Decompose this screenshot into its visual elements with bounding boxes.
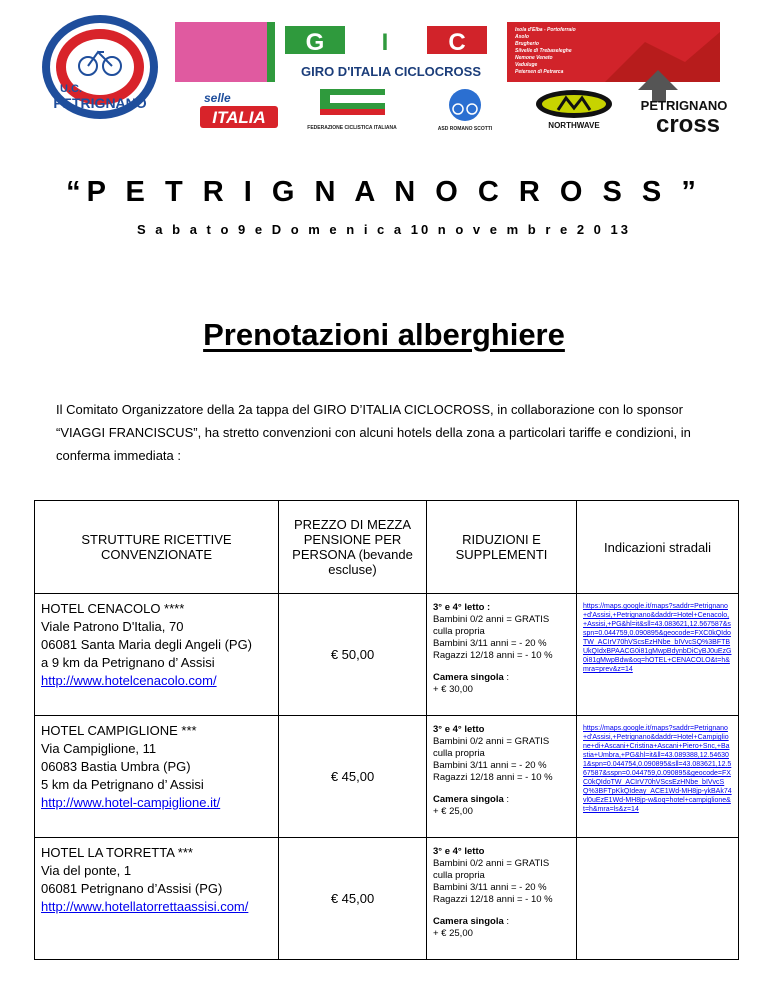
event-subtitle: S a b a t o 9 e D o m e n i c a 10 n o v e m b r e 2 0 13 <box>137 222 631 237</box>
bed-rule-3: Ragazzi 12/18 anni = - 10 % <box>433 894 553 905</box>
bed-rule-1: Bambini 0/2 anni = GRATIS culla propria <box>433 858 550 881</box>
single-value: + € 30,00 <box>433 684 473 695</box>
asd-logo <box>430 85 500 133</box>
single-title: Camera singola <box>433 916 504 927</box>
reductions-cell: 3° e 4° letto Bambini 0/2 anni = GRATIS culla propria Bambini 3/11 anni = - 20 % Ragazzi 12/18 anni = - 10 % Camera singola : + € 25,00 <box>427 838 577 960</box>
hotel-website-link[interactable]: http://www.hotellatorrettaassisi.com/ <box>41 899 249 914</box>
giro-i: I <box>381 29 389 56</box>
sponsor-text-4: Nemone Veneto <box>515 55 553 61</box>
hotel-street: Viale Patrono D'Italia, 70 <box>41 619 184 634</box>
bed-title: 3° e 4° letto : <box>433 602 491 613</box>
giro-g: G <box>305 29 325 56</box>
header-reductions: RIDUZIONI E SUPPLEMENTI <box>427 501 577 594</box>
event-title: “P E T R I G N A N O C R O S S ” <box>66 176 702 208</box>
hotel-website-link[interactable]: http://www.hotelcenacolo.com/ <box>41 673 217 688</box>
bed-rule-3: Ragazzi 12/18 anni = - 10 % <box>433 772 553 783</box>
map-link[interactable]: https://maps.google.it/maps?saddr=Petrignano+d'Assisi,+Petrignano&daddr=Hotel+Cenacolo,+Assisi,+PG&hl=it&sll=43.083621,12.567587&sspn=0.044759,0.090895&geocode=FXC0kQIdoTW_ACIrV70hVScsEzHNbe_bIVvcSQ%3BFTBUkQIdxBPAACG0i81gMwpBdynbDiCyBJ0uEzG0i81gMwpBdw&oq=hOTEL+CENACOLO&t=h&mra=prev&z=14 <box>577 594 739 716</box>
bed-title: 3° e 4° letto <box>433 846 485 857</box>
single-title: Camera singola <box>433 672 504 683</box>
page-heading-text: Prenotazioni alberghiere <box>203 317 565 352</box>
uc-petrignano-logo <box>30 12 170 134</box>
hotel-cell <box>35 594 279 716</box>
hotel-distance: a 9 km da Petrignano d’ Assisi <box>41 655 215 670</box>
bed-rule-1: Bambini 0/2 anni = GRATIS culla propria <box>433 736 550 759</box>
petrignano-cross-logo <box>628 60 738 136</box>
hotel-cell <box>35 716 279 838</box>
sponsor-text-2: Brugherio <box>515 41 539 47</box>
pc-top: PETRIGNANO <box>640 98 728 113</box>
asd-text: ASD ROMANO SCOTTI <box>437 126 493 132</box>
pc-bottom: cross <box>655 111 721 136</box>
giro-c: C <box>448 29 466 56</box>
bed-rule-2: Bambini 3/11 anni = - 20 % <box>433 760 547 771</box>
selle-bottom: ITALIA <box>212 108 266 127</box>
selle-italia-logo <box>200 88 280 130</box>
price-cell: € 45,00 <box>279 838 427 960</box>
hotel-street: Via Campiglione, 11 <box>41 741 157 756</box>
sponsor-text-1: Asolo <box>515 34 529 40</box>
fci-logo <box>305 85 400 135</box>
hotel-city: 06081 Santa Maria degli Angeli (PG) <box>41 637 253 652</box>
header-price: PREZZO DI MEZZA PENSIONE PER PERSONA (bevande escluse) <box>279 501 427 594</box>
hotel-name: HOTEL CENACOLO **** <box>41 601 185 616</box>
sponsor-text-5: Vaduluge <box>515 62 538 68</box>
hotel-city: 06081 Petrignano d’Assisi (PG) <box>41 881 223 896</box>
hotel-name: HOTEL CAMPIGLIONE *** <box>41 723 197 738</box>
hotel-name: HOTEL LA TORRETTA *** <box>41 845 193 860</box>
table-row <box>35 594 739 716</box>
reductions-cell: 3° e 4° letto Bambini 0/2 anni = GRATIS culla propria Bambini 3/11 anni = - 20 % Ragazzi 12/18 anni = - 10 % Camera singola : + € 25,00 <box>427 716 577 838</box>
fci-text: FEDERAZIONE CICLISTICA ITALIANA <box>307 125 397 131</box>
price-cell: € 50,00 <box>279 594 427 716</box>
single-value: + € 25,00 <box>433 806 473 817</box>
giro-name: GIRO D'ITALIA CICLOCROSS <box>300 64 482 79</box>
header-structures: STRUTTURE RICETTIVE CONVENZIONATE <box>35 501 279 594</box>
table-row <box>35 716 739 838</box>
sponsor-text-6: Petersen di Petrarca <box>515 69 564 75</box>
uc-line1: U.C. <box>60 83 82 95</box>
sponsor-text-3: Silvelle di Trebaseleghe <box>515 48 572 54</box>
hotel-city: 06083 Bastia Umbra (PG) <box>41 759 191 774</box>
page-heading <box>0 317 768 353</box>
sponsor-logos <box>0 0 768 140</box>
sponsor-text-0: Isola d'Elba - Portoferraio <box>515 27 576 33</box>
table-row <box>35 838 739 960</box>
hotel-street: Via del ponte, 1 <box>41 863 132 878</box>
price-cell: € 45,00 <box>279 716 427 838</box>
table-header-row <box>35 501 739 594</box>
bed-title: 3° e 4° letto <box>433 724 485 735</box>
bed-rule-2: Bambini 3/11 anni = - 20 % <box>433 638 547 649</box>
single-title: Camera singola <box>433 794 504 805</box>
hotel-website-link[interactable]: http://www.hotel-campiglione.it/ <box>41 795 221 810</box>
hotels-table <box>34 500 739 960</box>
selle-top: selle <box>204 91 231 105</box>
bed-rule-3: Ragazzi 12/18 anni = - 10 % <box>433 650 553 661</box>
northwave-text: NORTHWAVE <box>548 121 600 130</box>
map-link-empty <box>577 838 739 960</box>
header-directions: Indicazioni stradali <box>577 501 739 594</box>
map-link[interactable]: https://maps.google.it/maps?saddr=Petrignano+d'Assisi,+Petrignano&daddr=Hotel+Campiglione+di+Ascani+Cristina+Ascani+Piero+Snc,+Bastia+Umbra,+PG&hl=it&ll=43.089388,12.546301&spn=0.044754,0.090895&sll=43.083621,12.567587&sspn=0.044759,0.090895&geocode=FXC0kQIdoTW_ACIrV70hVScsEzHNbe_bIVvcSQ%3BFTpKkQIdeay_ACE1Wd-MH8jp-ykBAk74vl0uEzE1Wd-MH8jp-w&oq=hotel+campiglione&t=h&mra=ls&z=14 <box>577 716 739 838</box>
northwave-logo <box>530 86 618 132</box>
single-value: + € 25,00 <box>433 928 473 939</box>
intro-paragraph: Il Comitato Organizzatore della 2a tappa del GIRO D’ITALIA CICLOCROSS, in collaborazione con lo sponsor “VIAGGI FRANCISCUS”, ha stretto convenzioni con alcuni hotels della zona a particolari tariffe e condizioni, in conferma immediata : <box>56 402 691 463</box>
uc-line2: PETRIGNANO <box>53 95 147 111</box>
hotel-distance: 5 km da Petrignano d’ Assisi <box>41 777 204 792</box>
uc-year: 1905 <box>88 118 112 129</box>
bed-rule-1: Bambini 0/2 anni = GRATIS culla propria <box>433 614 550 637</box>
bed-rule-2: Bambini 3/11 anni = - 20 % <box>433 882 547 893</box>
reductions-cell: 3° e 4° letto : Bambini 0/2 anni = GRATIS culla propria Bambini 3/11 anni = - 20 % Ragazzi 12/18 anni = - 10 % Camera singola : + € 30,00 <box>427 594 577 716</box>
hotel-cell <box>35 838 279 960</box>
